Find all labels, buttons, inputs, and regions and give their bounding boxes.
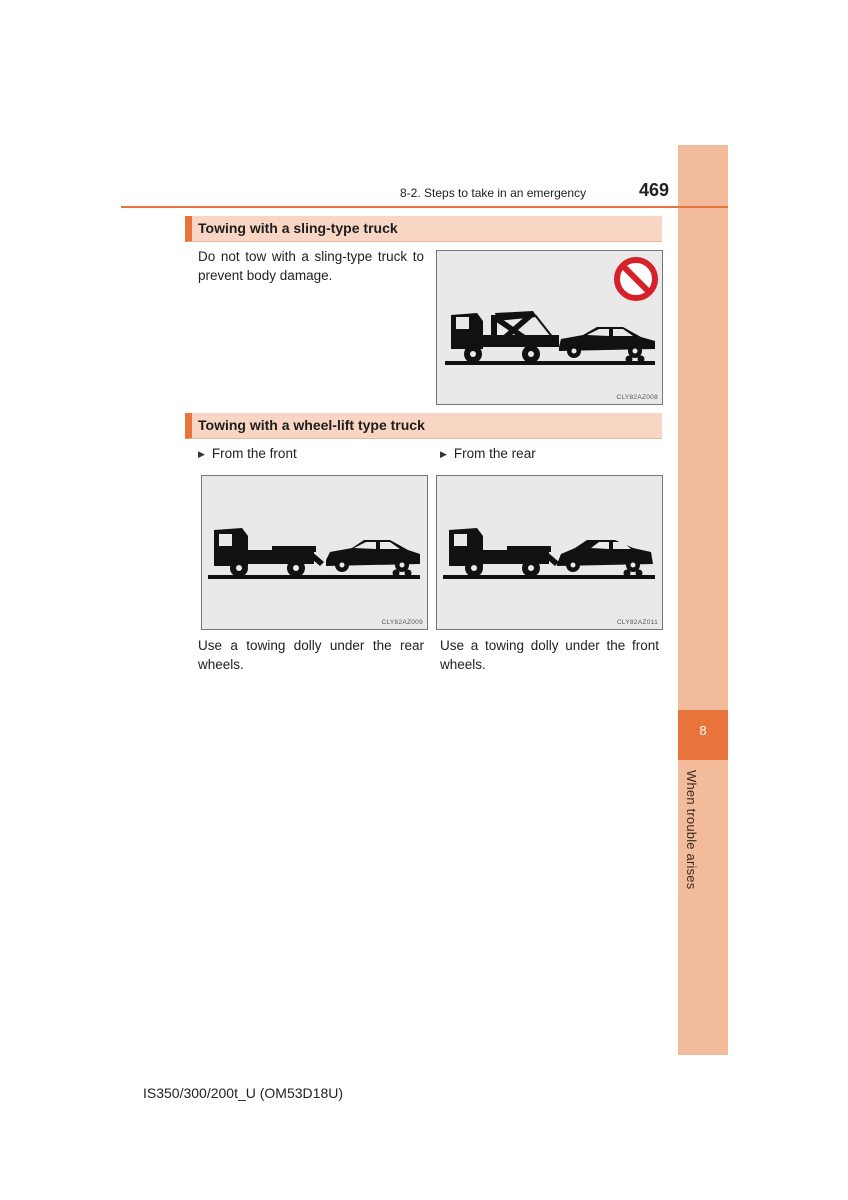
- section-heading-wheel-lift-text: Towing with a wheel-lift type truck: [198, 417, 425, 433]
- section-heading-wheel-lift: [185, 413, 662, 439]
- tow-truck-icon: [451, 311, 559, 363]
- figure-code: CLY82AZ008: [616, 394, 658, 401]
- wheel-lift-front-illustration: [202, 476, 427, 629]
- caption-from-rear: Use a towing dolly under the front wheels.: [440, 638, 659, 672]
- page-number: 469: [639, 180, 670, 200]
- car-icon: [559, 327, 655, 363]
- tow-truck-icon: [214, 528, 324, 577]
- figure-code: CLY82AZ009: [381, 619, 423, 626]
- header-section-title: 8-2. Steps to take in an emergency: [400, 186, 587, 200]
- section-heading-sling-text: Towing with a sling-type truck: [198, 220, 398, 236]
- prohibited-icon: [617, 260, 655, 298]
- figure-code: CLY82AZ011: [616, 619, 658, 626]
- section-heading-sling: [185, 216, 662, 242]
- figure-wheel-lift-rear: [436, 475, 663, 630]
- chapter-title: When trouble arises: [684, 770, 699, 890]
- sling-truck-illustration: [437, 251, 662, 404]
- footer-model-code: IS350/300/200t_U (OM53D18U): [143, 1085, 343, 1101]
- bullet-from-rear: [440, 446, 536, 461]
- chapter-number-badge: [678, 710, 728, 760]
- caption-from-front: Use a towing dolly under the rear wheels.: [198, 638, 424, 672]
- sling-warning-text: Do not tow with a sling-type truck to prevent body damage.: [198, 249, 424, 283]
- bullet-from-front-text: From the front: [211, 446, 297, 461]
- tow-truck-icon: [449, 528, 559, 577]
- header-rule: [121, 206, 728, 208]
- bullet-from-front: [198, 446, 297, 461]
- triangle-bullet-icon: ▶: [198, 449, 205, 459]
- figure-sling-truck: [436, 250, 663, 405]
- car-icon: [326, 540, 420, 577]
- bullet-from-rear-text: From the rear: [453, 446, 536, 461]
- figure-wheel-lift-front: [201, 475, 428, 630]
- wheel-lift-rear-illustration: [437, 476, 662, 629]
- chapter-number: 8: [699, 723, 707, 738]
- triangle-bullet-icon: ▶: [440, 449, 447, 459]
- car-icon: [557, 540, 653, 577]
- chapter-side-tab: [678, 145, 728, 1055]
